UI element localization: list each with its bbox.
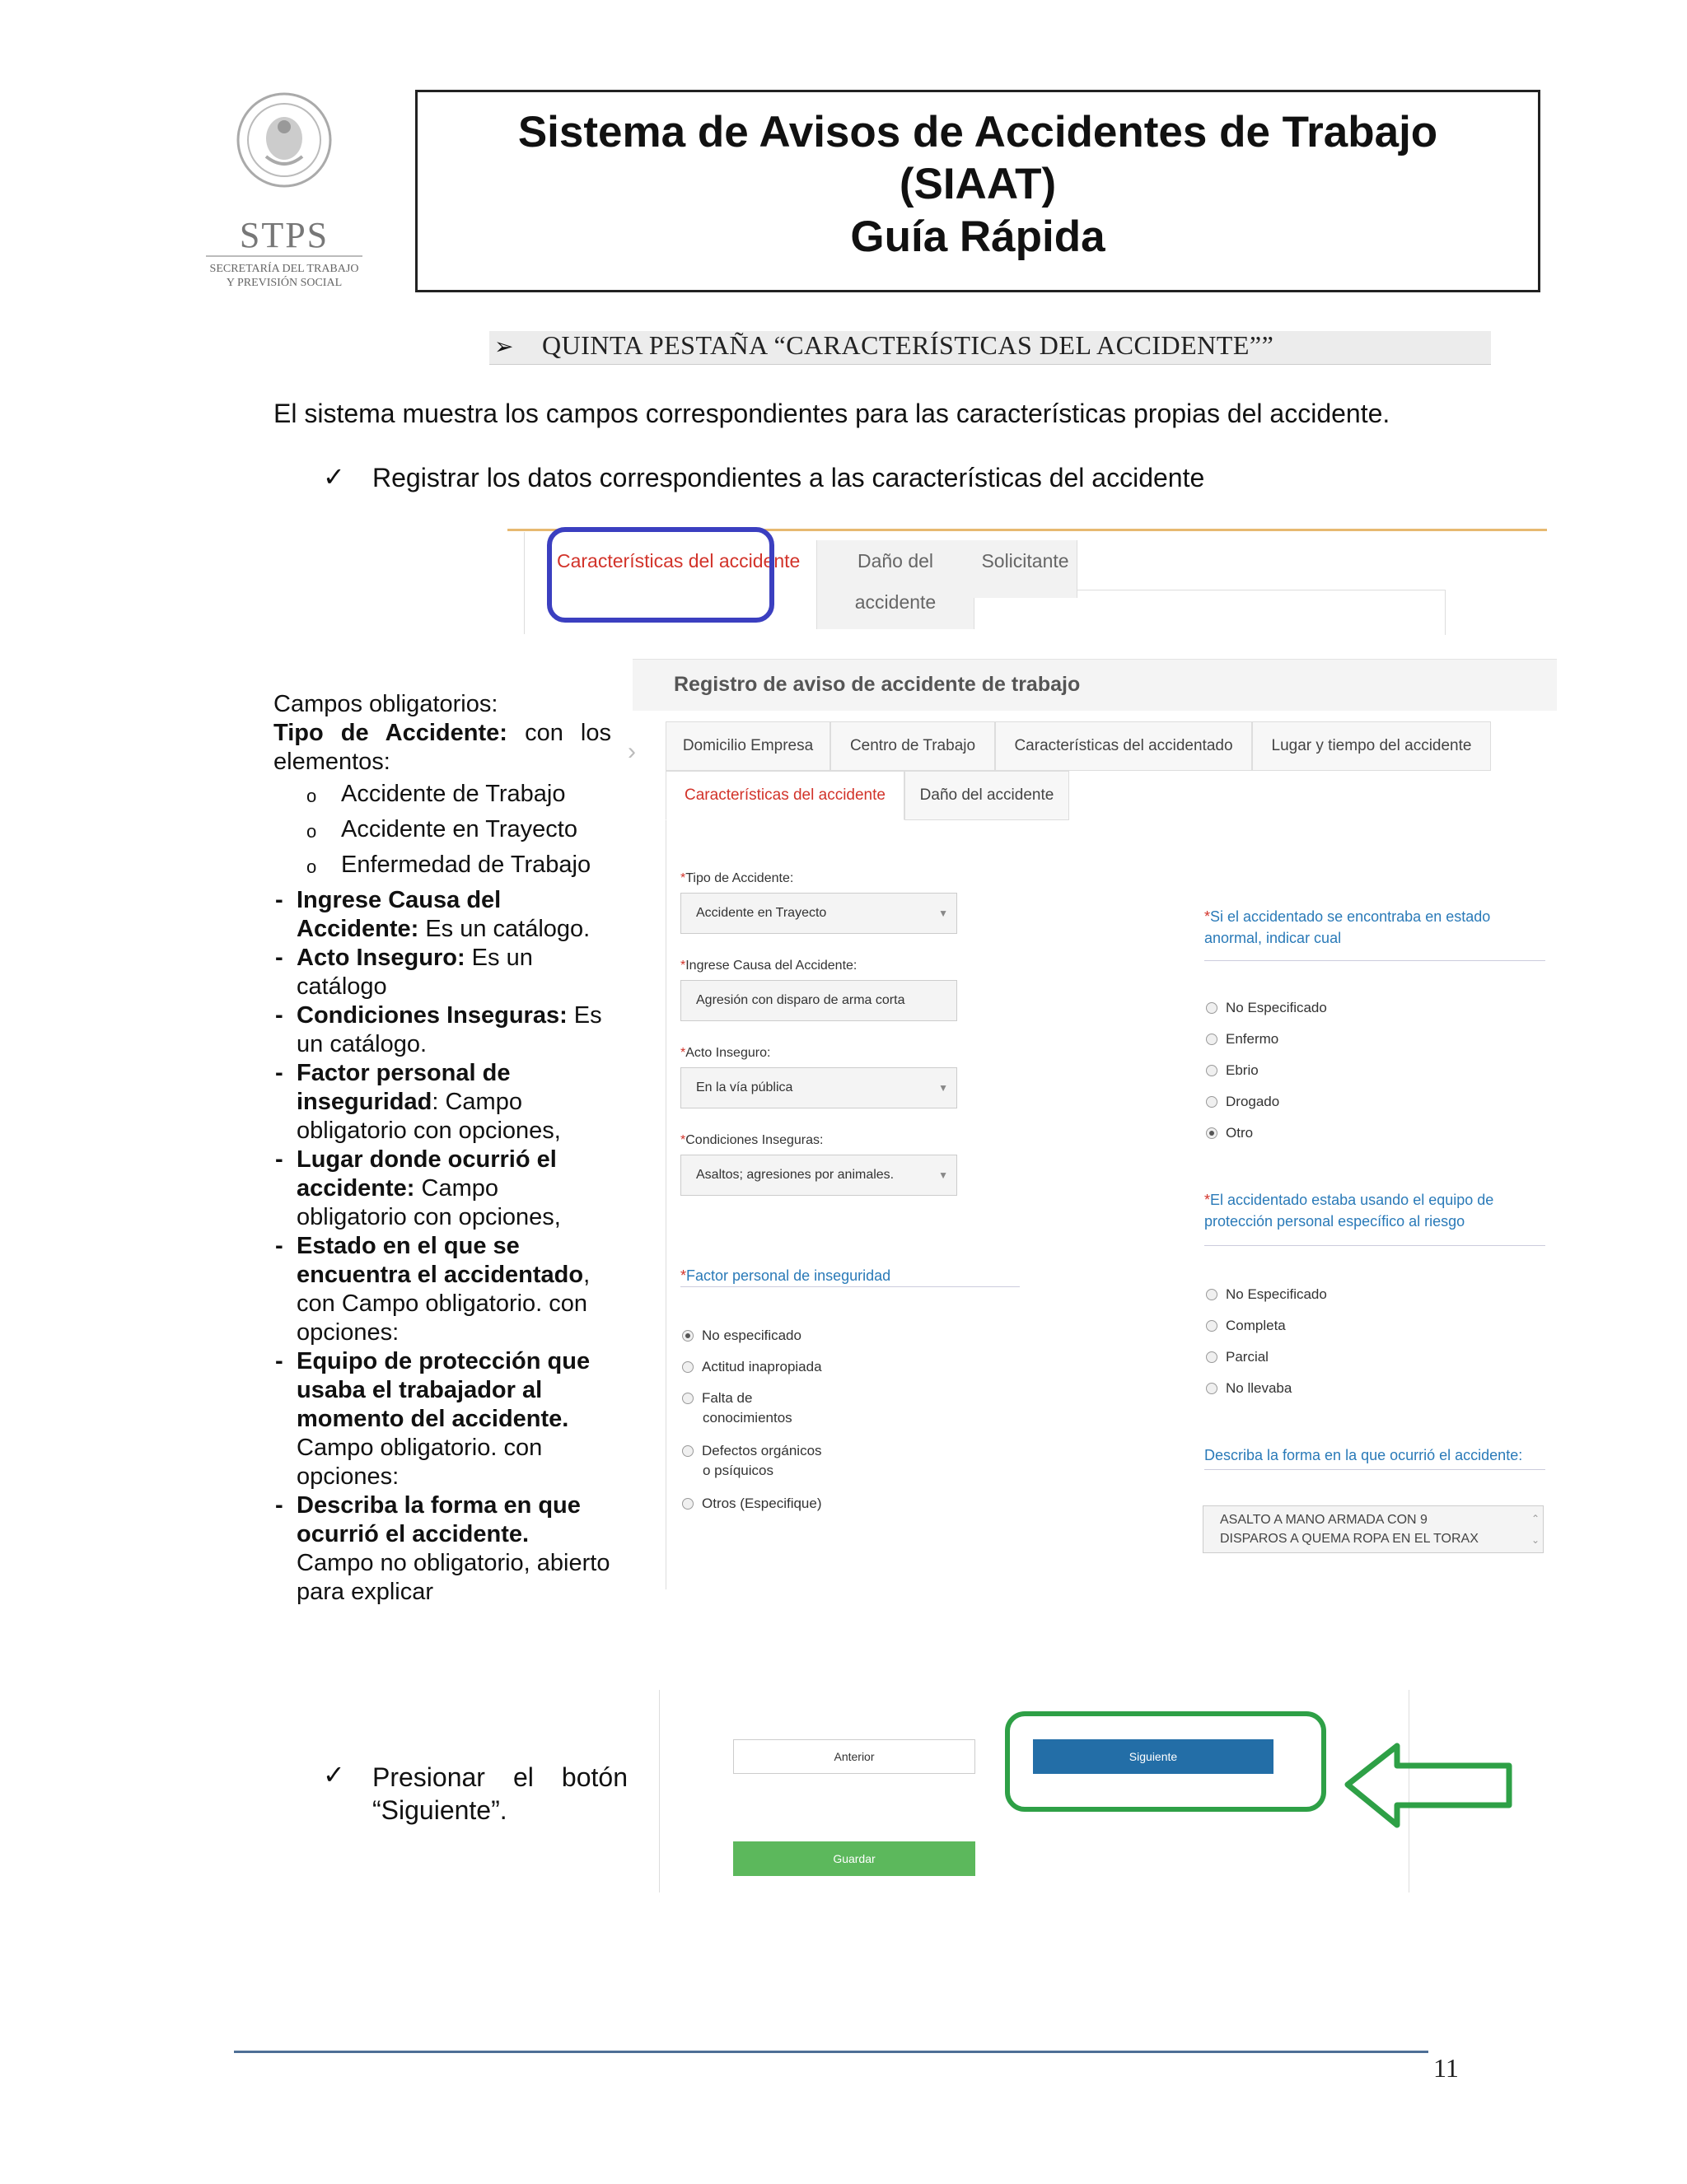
caret-down-icon: ▼ xyxy=(938,1169,948,1181)
divider xyxy=(1204,960,1545,961)
estado-heading-text: Si el accidentado se encontraba en estado xyxy=(1210,908,1491,925)
crop-border-left xyxy=(659,1690,660,1892)
tipo-accidente-label-text: Tipo de Accidente: xyxy=(685,871,794,885)
textarea-line-2: DISPAROS A QUEMA ROPA EN EL TORAX xyxy=(1220,1532,1479,1546)
tipo-label: Tipo de Accidente: xyxy=(273,720,507,746)
section-title: QUINTA PESTAÑA “CARACTERÍSTICAS DEL ACCIDENTE”” xyxy=(542,330,1274,360)
radio-selected-icon xyxy=(682,1330,694,1342)
document-title-box xyxy=(415,90,1540,292)
step-2-line-2: “Siguiente”. xyxy=(372,1795,507,1825)
logo-subtitle-line1: SECRETARÍA DEL TRABAJO xyxy=(209,263,359,275)
guardar-button[interactable]: Guardar xyxy=(733,1841,975,1876)
field-item-rest: Campo obligatorio. con opciones: xyxy=(297,1435,543,1490)
radio-actitud-inapropiada[interactable] xyxy=(682,1357,822,1377)
radio-icon xyxy=(1206,1065,1217,1076)
anterior-button[interactable]: Anterior xyxy=(733,1739,975,1774)
tab-lugar-y-tiempo[interactable]: Lugar y tiempo del accidente xyxy=(1252,721,1491,771)
radio-label-cont: conocimientos xyxy=(703,1410,792,1426)
field-item xyxy=(273,1059,611,1146)
step-1-text: Registrar los datos correspondientes a las características del accidente xyxy=(372,463,1205,492)
field-item-bold: Ingrese Causa del Accidente: xyxy=(297,887,502,942)
checkmark-icon: ✓ xyxy=(323,1760,345,1790)
radio-label: Falta de xyxy=(702,1390,753,1406)
radio-icon xyxy=(682,1498,694,1510)
scroll-arrows-icon[interactable]: ⌃ ⌄ xyxy=(1530,1513,1540,1546)
radio-equipo-parcial[interactable] xyxy=(1206,1347,1269,1367)
field-item-bold: Estado en el que se encuentra el accidentado xyxy=(297,1233,584,1288)
radio-equipo-no-llevaba[interactable] xyxy=(1206,1379,1292,1398)
condiciones-label: *Condiciones Inseguras: xyxy=(680,1133,824,1147)
field-item-rest: Es un catálogo. xyxy=(297,1002,602,1057)
tab-dano-del-accidente[interactable]: Daño del accidente xyxy=(816,540,974,629)
acto-inseguro-value: En la vía pública xyxy=(696,1080,793,1094)
blue-highlight-annotation xyxy=(547,527,774,623)
field-item xyxy=(273,1146,611,1232)
divider xyxy=(680,1286,1020,1287)
title-line-3: Guía Rápida xyxy=(850,212,1105,261)
tab-domicilio-empresa[interactable]: Domicilio Empresa xyxy=(666,721,830,771)
form-heading: Registro de aviso de accidente de trabajo xyxy=(674,673,1081,696)
equipo-heading-text: El accidentado estaba usando el equipo de xyxy=(1210,1192,1494,1208)
field-item-rest: Campo no obligatorio, abierto para explicar xyxy=(297,1550,610,1605)
chevron-right-icon[interactable]: › xyxy=(628,738,636,765)
checkmark-icon: ✓ xyxy=(323,462,345,492)
estado-heading-text-2: anormal, indicar cual xyxy=(1204,930,1342,946)
page-number: 11 xyxy=(1433,2053,1459,2083)
causa-label: *Ingrese Causa del Accidente: xyxy=(680,959,858,973)
green-highlight-annotation xyxy=(1005,1711,1326,1812)
radio-label: Otro xyxy=(1226,1125,1254,1141)
equipo-heading-text-2: protección personal específico al riesgo xyxy=(1204,1213,1465,1230)
tabs-screenshot xyxy=(507,527,1547,634)
tab-solicitante[interactable]: Solicitante xyxy=(974,540,1077,598)
form-header xyxy=(633,659,1557,711)
acto-inseguro-label: *Acto Inseguro: xyxy=(680,1046,771,1060)
mexico-seal-icon xyxy=(235,91,334,189)
tipo-rest-2: elementos: xyxy=(273,749,390,775)
radio-icon xyxy=(1206,1383,1217,1394)
factor-heading-text: Factor personal de inseguridad xyxy=(686,1267,891,1284)
field-item xyxy=(273,886,611,944)
acto-inseguro-label-text: Acto Inseguro: xyxy=(685,1046,771,1060)
radio-icon xyxy=(1206,1320,1217,1332)
caret-down-icon: ▼ xyxy=(938,908,948,919)
radio-label: No llevaba xyxy=(1226,1380,1292,1396)
tab-caracteristicas-del-accidente[interactable]: Características del accidente xyxy=(557,550,801,572)
step-2-text xyxy=(372,1761,628,1827)
title-line-1: Sistema de Avisos de Accidentes de Trabajo xyxy=(517,108,1438,156)
stps-logo xyxy=(198,91,371,296)
tipo-accidente-value: Accidente en Trayecto xyxy=(696,906,827,920)
radio-equipo-completa[interactable] xyxy=(1206,1316,1286,1336)
logo-divider xyxy=(206,255,362,257)
describa-textarea[interactable] xyxy=(1203,1505,1544,1553)
field-item-bold: Describa la forma en que ocurrió el accidente. xyxy=(297,1492,581,1547)
radio-icon xyxy=(682,1393,694,1404)
arrow-bullet-icon: ➢ xyxy=(494,334,514,359)
factor-heading: *Factor personal de inseguridad xyxy=(680,1267,891,1284)
title-line-2: (SIAAT) xyxy=(899,160,1057,208)
radio-selected-icon xyxy=(1206,1127,1217,1139)
tab-panel-border xyxy=(1077,590,1446,635)
radio-label-cont: o psíquicos xyxy=(703,1463,773,1478)
radio-icon xyxy=(1206,1034,1217,1045)
tab-dano-del-accidente[interactable]: Daño del accidente xyxy=(904,771,1069,820)
field-item xyxy=(273,944,611,1001)
radio-equipo-no-especificado[interactable] xyxy=(1206,1285,1327,1304)
radio-label: Actitud inapropiada xyxy=(702,1359,822,1374)
radio-label: Enfermo xyxy=(1226,1031,1279,1047)
radio-label: Parcial xyxy=(1226,1349,1269,1365)
radio-label: Ebrio xyxy=(1226,1062,1259,1078)
field-item xyxy=(273,1232,611,1347)
tab-caracteristicas-del-accidente-active[interactable]: Características del accidente xyxy=(666,771,904,820)
field-item xyxy=(273,1491,611,1607)
radio-icon xyxy=(1206,1002,1217,1014)
divider xyxy=(1204,1245,1545,1246)
caret-down-icon: ▼ xyxy=(938,1082,948,1094)
divider xyxy=(1204,1469,1545,1470)
field-item-rest: Campo obligatorio con opciones, xyxy=(297,1175,561,1230)
campos-heading: Campos obligatorios: xyxy=(273,691,498,717)
siguiente-button[interactable]: Siguiente xyxy=(1033,1739,1273,1774)
radio-label: No especificado xyxy=(702,1328,801,1343)
tipo-accidente-line xyxy=(273,719,611,748)
tipo-item: o Enfermedad de Trabajo xyxy=(273,851,611,880)
field-item-bold: Condiciones Inseguras: xyxy=(297,1002,568,1029)
field-item-rest: : Campo obligatorio con opciones, xyxy=(297,1089,561,1144)
radio-defectos-organicos[interactable] xyxy=(682,1441,822,1481)
tipo-accidente-label: *Tipo de Accidente: xyxy=(680,871,794,885)
causa-input[interactable] xyxy=(680,980,957,1021)
intro-paragraph: El sistema muestra los campos correspondientes para las características propias del accidente. xyxy=(273,399,1390,428)
radio-icon xyxy=(682,1445,694,1457)
tipo-item: o Accidente de Trabajo xyxy=(273,780,611,809)
tipo-rest: con los xyxy=(525,720,612,746)
field-item-rest: Es un catálogo xyxy=(297,945,533,1000)
tab-centro-de-trabajo[interactable]: Centro de Trabajo xyxy=(830,721,995,771)
left-arrow-annotation-icon xyxy=(1343,1739,1516,1830)
condiciones-value: Asaltos; agresiones por animales. xyxy=(696,1168,895,1182)
radio-no-especificado[interactable] xyxy=(682,1326,801,1346)
radio-label: Otros (Especifique) xyxy=(702,1496,822,1511)
buttons-screenshot xyxy=(659,1690,1557,1892)
tab-caracteristicas-del-accidentado[interactable]: Características del accidentado xyxy=(995,721,1252,771)
condiciones-label-text: Condiciones Inseguras: xyxy=(685,1133,824,1147)
tipo-item: o Accidente en Trayecto xyxy=(273,815,611,844)
logo-subtitle-line2: Y PREVISIÓN SOCIAL xyxy=(226,277,343,289)
tabs-left-border xyxy=(524,532,525,634)
radio-estado-otro[interactable] xyxy=(1206,1123,1253,1143)
causa-value: Agresión con disparo de arma corta xyxy=(696,993,905,1007)
radio-icon xyxy=(1206,1096,1217,1108)
radio-estado-enfermo[interactable] xyxy=(1206,1029,1278,1049)
logo-acronym: STPS xyxy=(239,215,329,255)
form-screenshot xyxy=(628,659,1557,1589)
logo-subtitle xyxy=(198,262,371,290)
field-item-bold: Factor personal de inseguridad xyxy=(297,1060,511,1115)
radio-icon xyxy=(682,1361,694,1373)
describa-heading: Describa la forma en la que ocurrió el accidente: xyxy=(1204,1447,1523,1463)
radio-label: No Especificado xyxy=(1226,1000,1327,1015)
footer-rule xyxy=(234,2051,1428,2053)
condiciones-select[interactable] xyxy=(680,1155,957,1196)
radio-label: Defectos orgánicos xyxy=(702,1443,822,1458)
required-fields-explanation xyxy=(273,690,611,1607)
equipo-heading: *El accidentado estaba usando el equipo de protección personal específico al riesgo xyxy=(1204,1192,1494,1230)
field-item xyxy=(273,1347,611,1491)
radio-estado-ebrio[interactable] xyxy=(1206,1061,1259,1080)
radio-falta-de-conocimientos[interactable] xyxy=(682,1388,792,1428)
tipo-accidente-select[interactable] xyxy=(680,893,957,934)
radio-label: Completa xyxy=(1226,1318,1286,1333)
field-item-bold: Equipo de protección que usaba el trabajador al momento del accidente. xyxy=(297,1348,591,1432)
causa-label-text: Ingrese Causa del Accidente: xyxy=(685,959,858,973)
radio-otros[interactable] xyxy=(682,1494,822,1514)
radio-label: Drogado xyxy=(1226,1094,1280,1109)
estado-heading: *Si el accidentado se encontraba en estado anormal, indicar cual xyxy=(1204,908,1491,946)
radio-label: No Especificado xyxy=(1226,1286,1327,1302)
radio-estado-no-especificado[interactable] xyxy=(1206,998,1327,1018)
textarea-line-1: ASALTO A MANO ARMADA CON 9 xyxy=(1220,1513,1428,1527)
field-item xyxy=(273,1001,611,1059)
acto-inseguro-select[interactable] xyxy=(680,1067,957,1108)
radio-estado-drogado[interactable] xyxy=(1206,1092,1279,1112)
radio-icon xyxy=(1206,1351,1217,1363)
field-item-bold: Acto Inseguro: xyxy=(297,945,465,971)
radio-icon xyxy=(1206,1289,1217,1300)
field-item-rest: Es un catálogo. xyxy=(418,916,591,942)
step-2-line-1: Presionar el botón xyxy=(372,1762,628,1792)
field-item-rest: , con Campo obligatorio. con opciones: xyxy=(297,1262,591,1346)
field-item-bold: Lugar donde ocurrió el accidente: xyxy=(297,1146,557,1202)
